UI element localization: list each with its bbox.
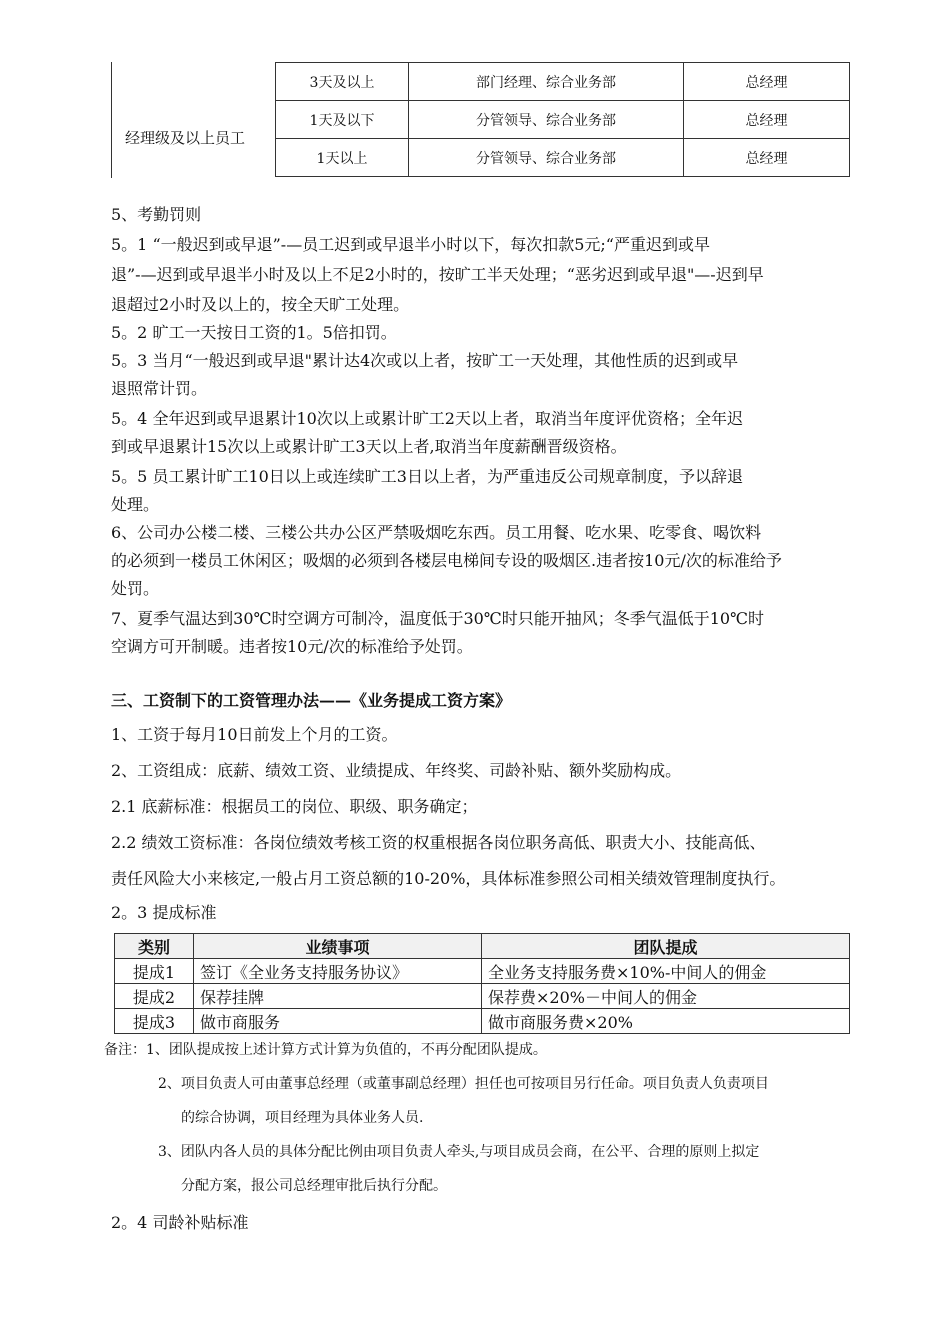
table-left-border <box>111 62 112 178</box>
table-cell: 签订《全业务支持服务协议》 <box>194 959 482 984</box>
table-cell: 总经理 <box>684 139 850 177</box>
table-row <box>276 101 850 139</box>
table-cell: 3天及以上 <box>276 63 409 101</box>
table-cell: 提成3 <box>115 1009 194 1034</box>
note-line: 备注：1、团队提成按上述计算方式计算为负值的，不再分配团队提成。 <box>104 1042 547 1058</box>
table-cell: 分管领导、综合业务部 <box>409 139 684 177</box>
paragraph-line: 7、夏季气温达到30℃时空调方可制冷，温度低于30℃时只能开抽风；冬季气温低于10℃时 <box>111 609 764 628</box>
commission-table <box>114 933 850 1034</box>
section-title: 三、工资制下的工资管理办法——《业务提成工资方案》 <box>111 691 512 710</box>
paragraph-line: 6、公司办公楼二楼、三楼公共办公区严禁吸烟吃东西。员工用餐、吃水果、吃零食、喝饮料 <box>111 523 762 542</box>
table-cell: 总经理 <box>684 63 850 101</box>
section-heading: 5、考勤罚则 <box>111 205 202 224</box>
table-cell: 做市商服务费×20% <box>482 1009 850 1034</box>
table-row <box>276 139 850 177</box>
paragraph-line: 的必须到一楼员工休闲区；吸烟的必须到各楼层电梯间专设的吸烟区.违者按10元/次的标准给予 <box>111 551 782 570</box>
table-row <box>115 1009 850 1034</box>
table-header-cell: 类别 <box>115 934 194 959</box>
row-group-label: 经理级及以上员工 <box>125 129 246 147</box>
paragraph-line: 退”-—迟到或早退半小时及以上不足2小时的，按旷工半天处理；“恶劣迟到或早退"—-迟到早 <box>111 265 764 284</box>
table-row <box>115 959 850 984</box>
table-cell: 总经理 <box>684 101 850 139</box>
paragraph-line: 2.2 绩效工资标准：各岗位绩效考核工资的权重根据各岗位职务高低、职责大小、技能高低、 <box>111 833 766 852</box>
note-line: 2、项目负责人可由董事总经理（或董事副总经理）担任也可按项目另行任命。项目负责人负责项目 <box>158 1076 769 1092</box>
paragraph-line: 责任风险大小来核定,一般占月工资总额的10-20%，具体标准参照公司相关绩效管理制度执行。 <box>111 869 786 888</box>
note-line: 3、团队内各人员的具体分配比例由项目负责人牵头,与项目成员会商，在公平、合理的原则上拟定 <box>158 1144 760 1160</box>
paragraph-line: 5。2 旷工一天按日工资的1。5倍扣罚。 <box>111 323 397 342</box>
table-cell: 1天及以下 <box>276 101 409 139</box>
paragraph-line: 处罚。 <box>111 579 160 598</box>
table-cell: 部门经理、综合业务部 <box>409 63 684 101</box>
table-cell: 做市商服务 <box>194 1009 482 1034</box>
paragraph-line: 退照常计罚。 <box>111 379 208 398</box>
table-row <box>276 63 850 101</box>
paragraph-line: 退超过2小时及以上的，按全天旷工处理。 <box>111 295 410 314</box>
table-cell: 保荐费×20%－中间人的佣金 <box>482 984 850 1009</box>
table-cell: 1天以上 <box>276 139 409 177</box>
paragraph-line: 5。3 当月“一般迟到或早退"累计达4次或以上者，按旷工一天处理，其他性质的迟到或早 <box>111 351 739 370</box>
table-header-row <box>115 934 850 959</box>
table-cell: 全业务支持服务费×10%-中间人的佣金 <box>482 959 850 984</box>
paragraph-line: 1、工资于每月10日前发上个月的工资。 <box>111 725 398 744</box>
note-line: 的综合协调，项目经理为具体业务人员. <box>181 1110 424 1126</box>
table-header-cell: 团队提成 <box>482 934 850 959</box>
paragraph-line: 到或早退累计15次以上或累计旷工3天以上者,取消当年度薪酬晋级资格。 <box>111 437 627 456</box>
paragraph-line: 2、工资组成：底薪、绩效工资、业绩提成、年终奖、司龄补贴、额外奖励构成。 <box>111 761 682 780</box>
paragraph-line: 5。5 员工累计旷工10日以上或连续旷工3日以上者，为严重违反公司规章制度，予以辞退 <box>111 467 743 486</box>
table-row <box>115 984 850 1009</box>
table-cell: 提成2 <box>115 984 194 1009</box>
table-cell: 分管领导、综合业务部 <box>409 101 684 139</box>
paragraph-line: 5。4 全年迟到或早退累计10次以上或累计旷工2天以上者，取消当年度评优资格；全年迟 <box>111 409 743 428</box>
table-cell: 提成1 <box>115 959 194 984</box>
table-header-cell: 业绩事项 <box>194 934 482 959</box>
paragraph-line: 2。3 提成标准 <box>111 903 217 922</box>
paragraph-line: 5。1 “一般迟到或早退”-—员工迟到或早退半小时以下，每次扣款5元;“严重迟到或早 <box>111 235 710 254</box>
paragraph-line: 2.1 底薪标准：根据员工的岗位、职级、职务确定； <box>111 797 478 816</box>
paragraph-line: 处理。 <box>111 495 160 514</box>
paragraph-line: 空调方可开制暖。违者按10元/次的标准给予处罚。 <box>111 637 473 656</box>
paragraph-line: 2。4 司龄补贴标准 <box>111 1213 249 1232</box>
approval-table <box>111 62 851 178</box>
table-cell: 保荐挂牌 <box>194 984 482 1009</box>
approval-grid <box>275 62 850 177</box>
note-line: 分配方案，报公司总经理审批后执行分配。 <box>181 1178 447 1194</box>
